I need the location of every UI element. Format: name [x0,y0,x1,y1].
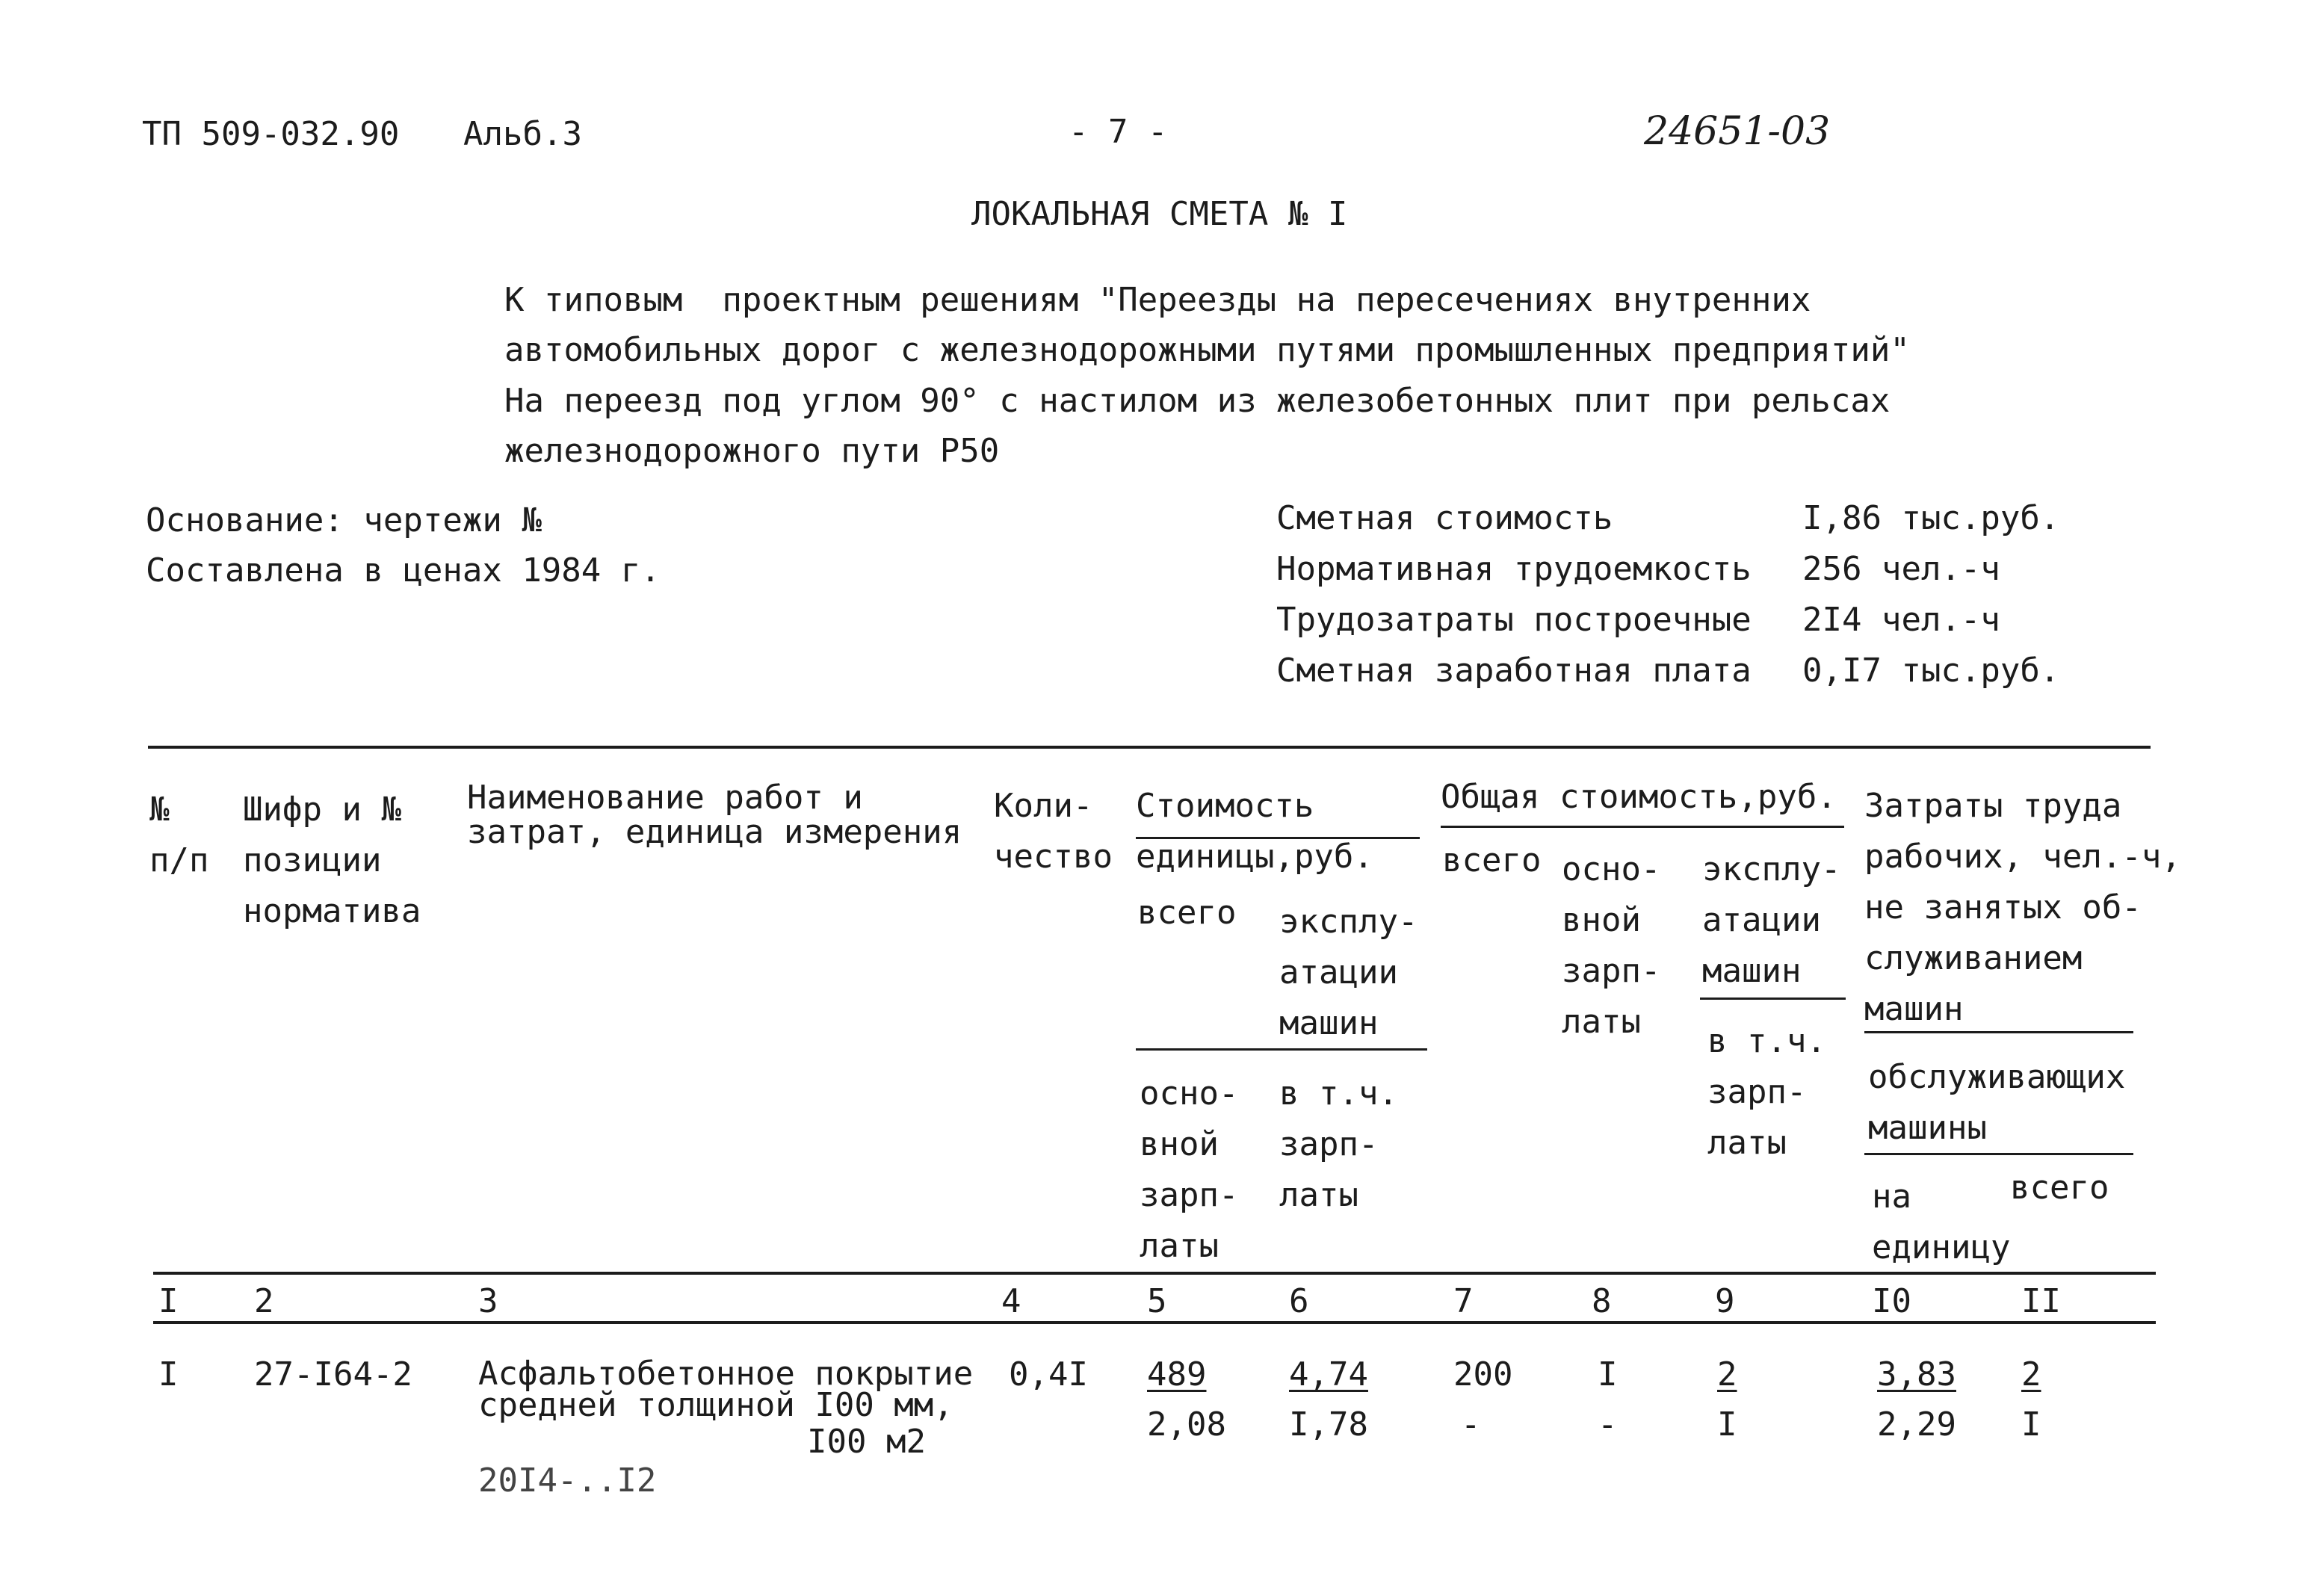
row-col6-bottom: I,78 [1289,1405,1368,1444]
row-code: 27-I64-2 [254,1355,412,1394]
summary-value-labor: 256 чел.-ч [1802,550,2000,588]
page-number: - 7 - [1069,113,1168,151]
row-unit: I00 м2 [807,1423,926,1461]
header-col-name: Наименование работ и затрат, единица измерения [467,779,962,851]
row-col10-bottom: 2,29 [1877,1405,1956,1444]
summary-value-site-labor: 2I4 чел.-ч [1802,601,2000,639]
summary-label-cost: Сметная стоимость [1276,499,1613,537]
footer-stamp: 20I4-..I2 [478,1462,657,1500]
row-col7-top: 200 [1453,1355,1513,1394]
colnum-1: I [158,1282,179,1320]
summary-label-site-labor: Трудозатраты построечные [1276,601,1752,639]
header-col10: на единицу [1872,1178,2011,1266]
summary-value-wages: 0,I7 тыс.руб. [1802,652,2060,690]
row-col5-bottom: 2,08 [1147,1405,1226,1444]
row-num: I [158,1355,179,1394]
summary-value-cost: I,86 тыс.руб. [1802,499,2060,537]
album-label: Альб.3 [463,115,582,153]
row-col8-top: I [1598,1355,1618,1394]
header-col11: всего [2010,1169,2109,1207]
document-number: 24651-03 [1644,109,1831,154]
header-col5-top: всего [1137,894,1237,932]
subject-line-3: На переезд под углом 90° с настилом из железобетонных плит при рельсах [504,382,1891,420]
column-numbers-rule [153,1321,2156,1324]
row-col8-bottom: - [1598,1405,1618,1444]
basis-line-1: Основание: чертежи № [146,501,542,539]
header-total-cost: Общая стоимость,руб. [1441,778,1837,816]
row-name: Асфальтобетонное покрытие средней толщиной I00 мм, [478,1355,974,1424]
header-bottom-rule [153,1272,2156,1275]
row-qty: 0,4I [1009,1355,1088,1394]
colnum-11: II [2021,1282,2061,1320]
subject-line-1: К типовым проектным решениям "Переезды на пересечениях внутренних [504,281,1811,319]
colnum-8: 8 [1592,1282,1612,1320]
header-col-qty: Коли- чество [994,787,1113,876]
document-title: ЛОКАЛЬНАЯ СМЕТА № I [971,195,1348,233]
table-top-rule [148,746,2151,749]
rule-under-total-cost [1441,826,1844,828]
row-col11-bottom: I [2021,1405,2041,1444]
doc-code: ТП 509-032.90 [142,115,400,153]
row-col9-top: 2 [1717,1355,1737,1394]
basis-line-2: Составлена в ценах 1984 г. [146,551,661,590]
header-col6-top: эксплу- атации машин [1279,903,1418,1042]
row-col10-top: 3,83 [1877,1355,1956,1394]
row-col6-top: 4,74 [1289,1355,1368,1394]
row-col11-top: 2 [2021,1355,2041,1394]
colnum-2: 2 [254,1282,274,1320]
row-col9-bottom: I [1717,1405,1737,1444]
row-col7-bottom: - [1461,1405,1481,1444]
subject-line-2: автомобильных дорог с железнодорожными путями промышленных предприятий" [504,331,1910,369]
row-col5-top: 489 [1147,1355,1207,1394]
header-col-num: № п/п [149,791,209,879]
header-col-code: Шифр и № позиции норматива [243,791,421,930]
header-col6-bottom: в т.ч. зарп- латы [1279,1074,1398,1214]
header-col9-top: эксплу- атации машин [1702,850,1841,990]
colnum-3: 3 [478,1282,498,1320]
subject-line-4: железнодорожного пути Р50 [504,432,1000,470]
header-col7: всего [1442,841,1542,879]
rule-col9-split [1700,998,1846,1000]
colnum-7: 7 [1453,1282,1474,1320]
colnum-10: I0 [1872,1282,1911,1320]
header-col9-bottom: в т.ч. зарп- латы [1707,1022,1826,1162]
colnum-6: 6 [1289,1282,1309,1320]
header-col5-bottom: осно- вной зарп- латы [1140,1074,1239,1265]
header-labor-top: Затраты труда рабочих, чел.-ч, не занятых об- служиванием машин [1864,787,2181,1028]
header-unit-cost: Стоимость единицы,руб. [1136,787,1373,876]
colnum-4: 4 [1001,1282,1021,1320]
header-col8: осно- вной зарп- латы [1562,850,1661,1041]
summary-label-labor: Нормативная трудоемкость [1276,550,1752,588]
colnum-5: 5 [1147,1282,1167,1320]
colnum-9: 9 [1715,1282,1735,1320]
header-labor-mid: обслуживающих машины [1868,1058,2126,1147]
summary-label-wages: Сметная заработная плата [1276,652,1752,690]
